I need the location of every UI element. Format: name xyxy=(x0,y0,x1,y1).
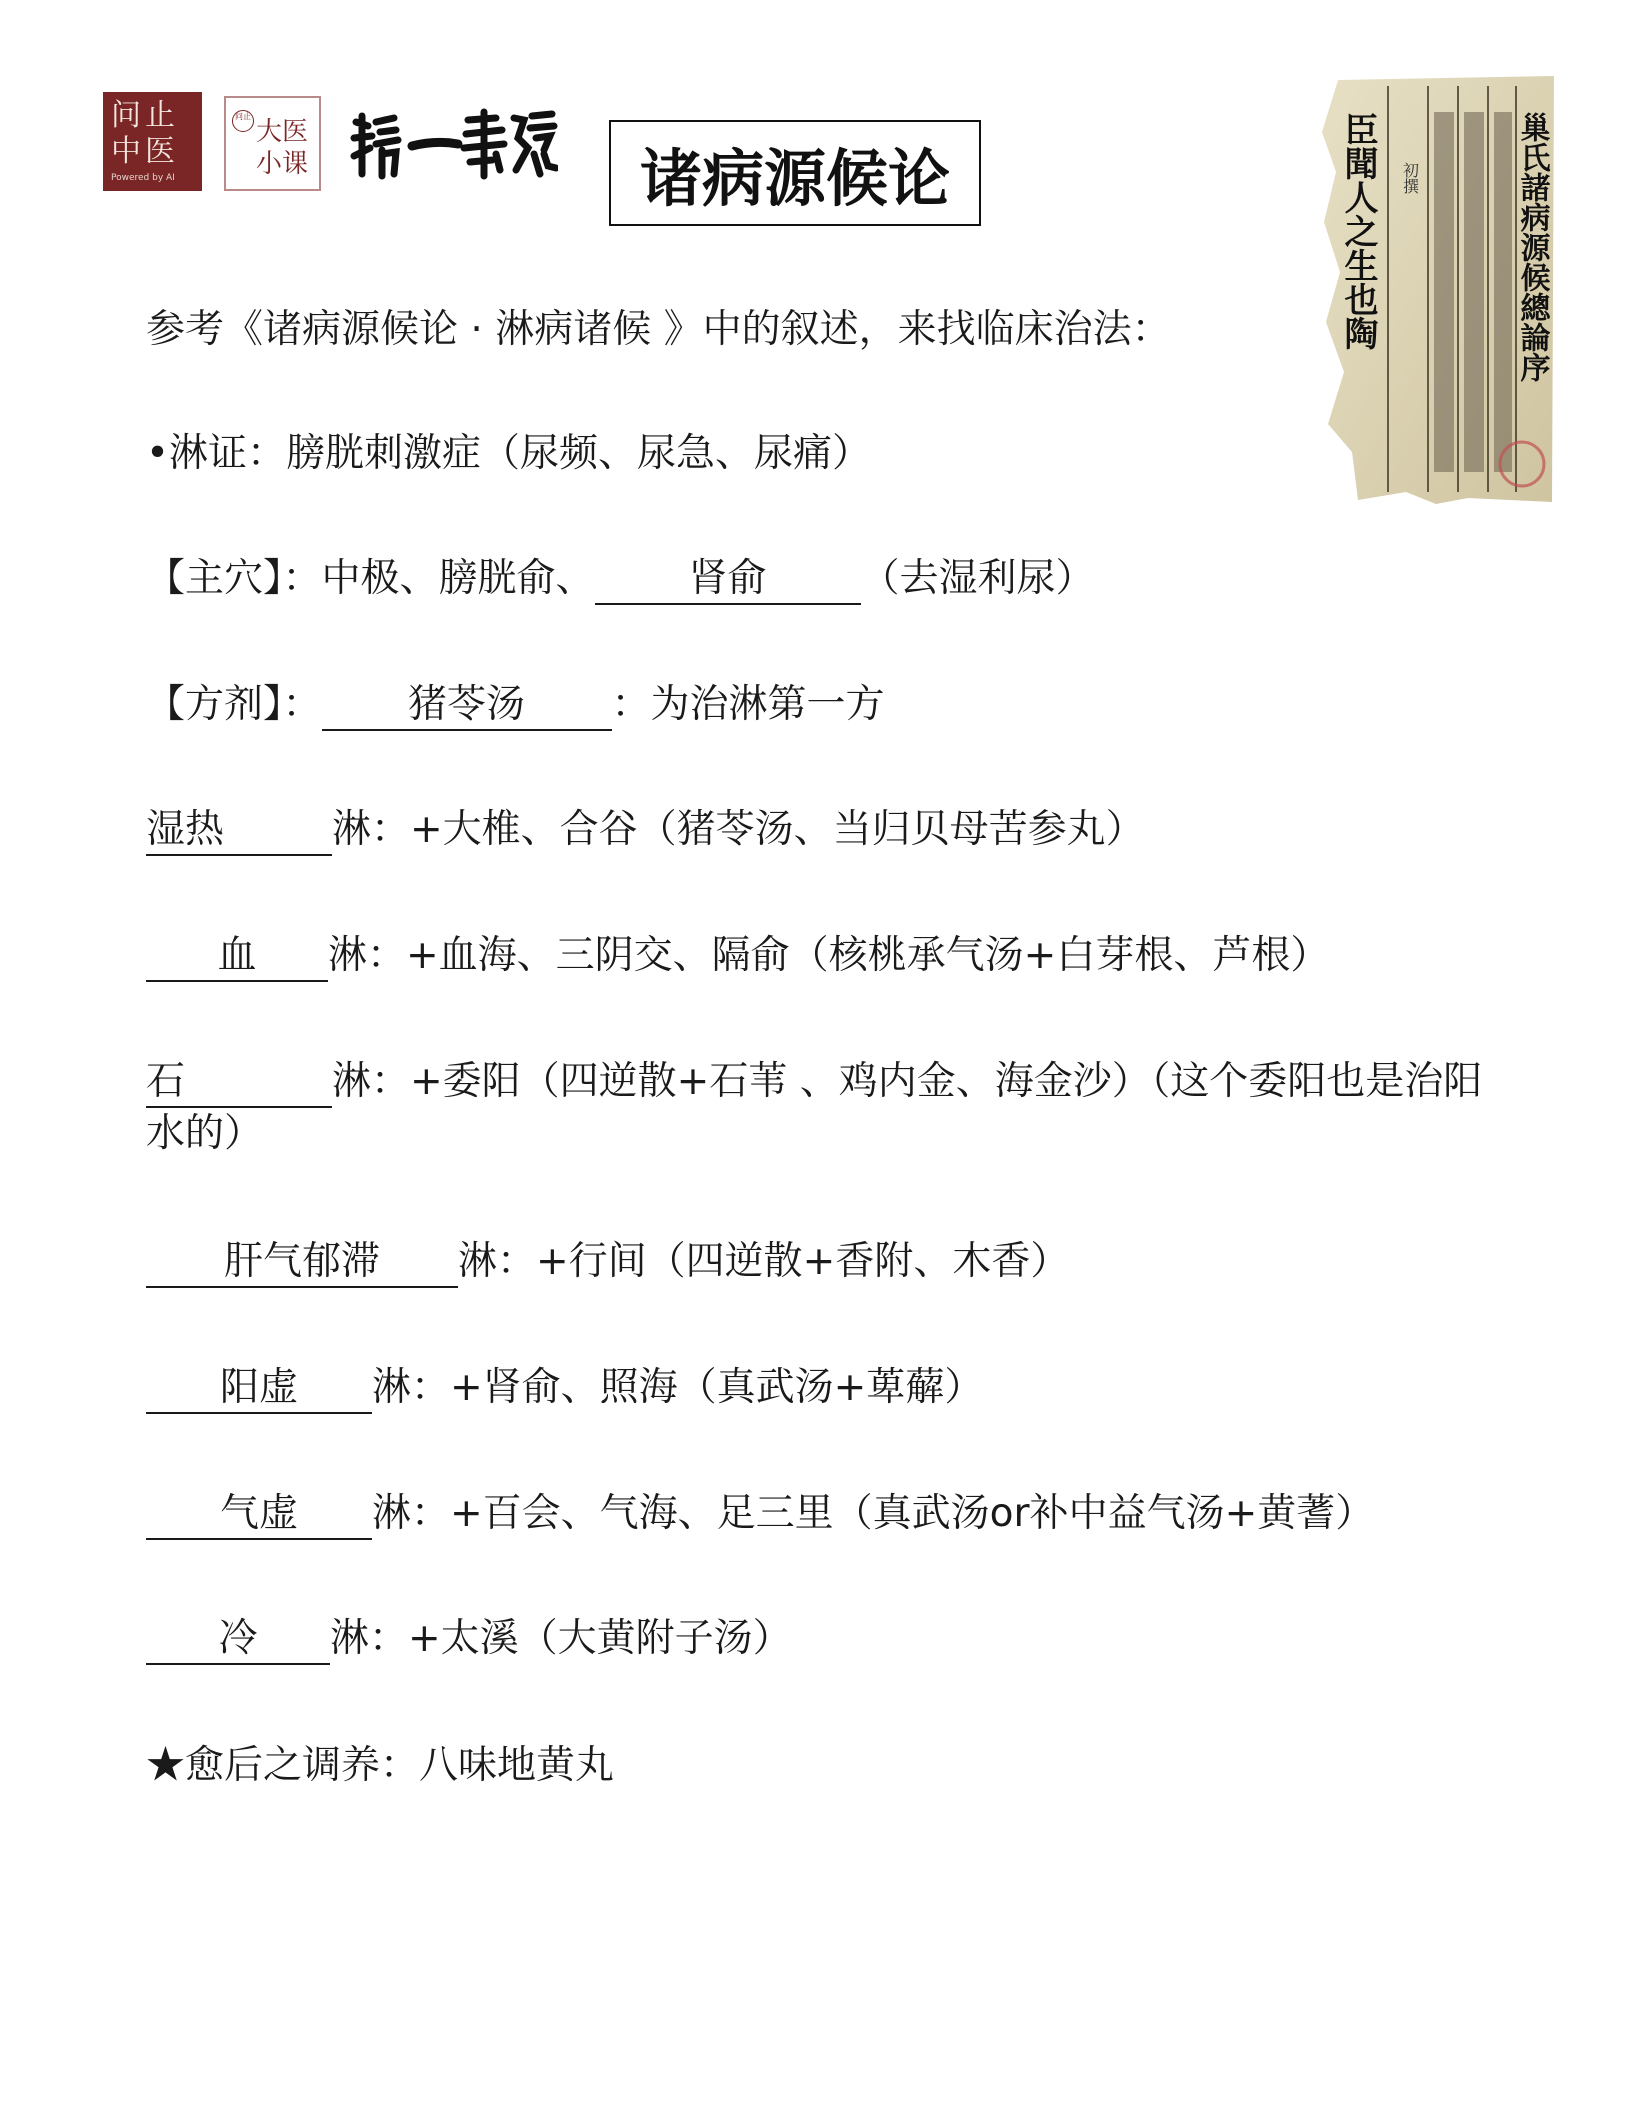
logo-tagline: Powered by AI xyxy=(111,173,175,183)
main-points-blank: 肾俞 xyxy=(595,557,861,605)
type-suffix: 淋：+血海、三阴交、隔俞（核桃承气汤+白芽根、芦根） xyxy=(328,933,1330,978)
book-column-note: 初撰 xyxy=(1400,162,1420,194)
type-suffix: 淋：+行间（四逆散+香附、木香） xyxy=(458,1239,1070,1284)
wenzhi-logo xyxy=(103,92,202,191)
book-column-title: 巢氏諸病源候總論序 xyxy=(1514,112,1550,382)
logo-line-2: 中医 xyxy=(111,134,179,169)
type-blank: 血 xyxy=(146,934,328,982)
type-suffix: 淋：+太溪（大黄附子汤） xyxy=(330,1616,792,1661)
type-blank: 气虚 xyxy=(146,1492,372,1540)
type-suffix: 淋：+大椎、合谷（猪苓汤、当归贝母苦参丸） xyxy=(332,807,1145,852)
logo2-line-2: 小课 xyxy=(256,149,309,179)
type-blank: 冷 xyxy=(146,1617,330,1665)
type-line-blood xyxy=(146,930,1329,982)
formula-blank: 猪苓汤 xyxy=(322,683,612,731)
type-blank: 阳虚 xyxy=(146,1366,372,1414)
type-suffix: 淋：+百会、气海、足三里（真武汤or补中益气汤+黄蓍） xyxy=(372,1491,1375,1536)
intro-text: 参考《诸病源候论 · 淋病诸候 》中的叙述，来找临床治法： xyxy=(146,307,1171,352)
type-suffix: 淋：+肾俞、照海（真武汤+萆薢） xyxy=(372,1365,984,1410)
type-blank: 湿热 xyxy=(146,808,332,856)
type-line-stone xyxy=(146,1056,1566,1160)
type-suffix-continued: 水的） xyxy=(146,1111,264,1156)
main-points-line xyxy=(146,553,1095,605)
book-column-preface: 臣聞人之生也陶 xyxy=(1338,112,1378,350)
type-line-damp-heat xyxy=(146,804,1145,856)
type-suffix: 淋：+委阳（四逆散+石苇 、鸡内金、海金沙）（这个委阳也是治阳 xyxy=(332,1059,1483,1104)
formula-suffix: ：为治淋第一方 xyxy=(611,682,885,727)
seal-icon: 问止 xyxy=(232,110,254,132)
type-blank: 石 xyxy=(146,1060,332,1108)
antique-book-image xyxy=(1318,72,1558,508)
main-points-prefix: 【主穴】：中极、膀胱俞、 xyxy=(146,556,595,601)
formula-prefix: 【方剂】： xyxy=(146,682,322,727)
formula-line xyxy=(146,679,885,731)
logo-line-1: 问止 xyxy=(111,98,179,133)
dayi-xiaoke-logo xyxy=(224,96,321,191)
type-line-cold xyxy=(146,1613,792,1665)
type-line-yang-deficiency xyxy=(146,1362,983,1414)
logo2-line-1: 大医 xyxy=(256,117,309,147)
main-points-suffix: （去湿利尿） xyxy=(860,556,1095,601)
type-blank: 肝气郁滞 xyxy=(146,1240,458,1288)
jingyi-shuyuan-calligraphy-logo xyxy=(346,104,558,184)
type-line-qi-deficiency xyxy=(146,1488,1374,1540)
closing-text: ★愈后之调养：八味地黄丸 xyxy=(146,1743,615,1788)
type-line-liver-qi xyxy=(146,1236,1069,1288)
page-title: 诸病源候论 xyxy=(609,120,981,226)
definition-text: •淋证：膀胱刺激症（尿频、尿急、尿痛） xyxy=(146,431,872,476)
